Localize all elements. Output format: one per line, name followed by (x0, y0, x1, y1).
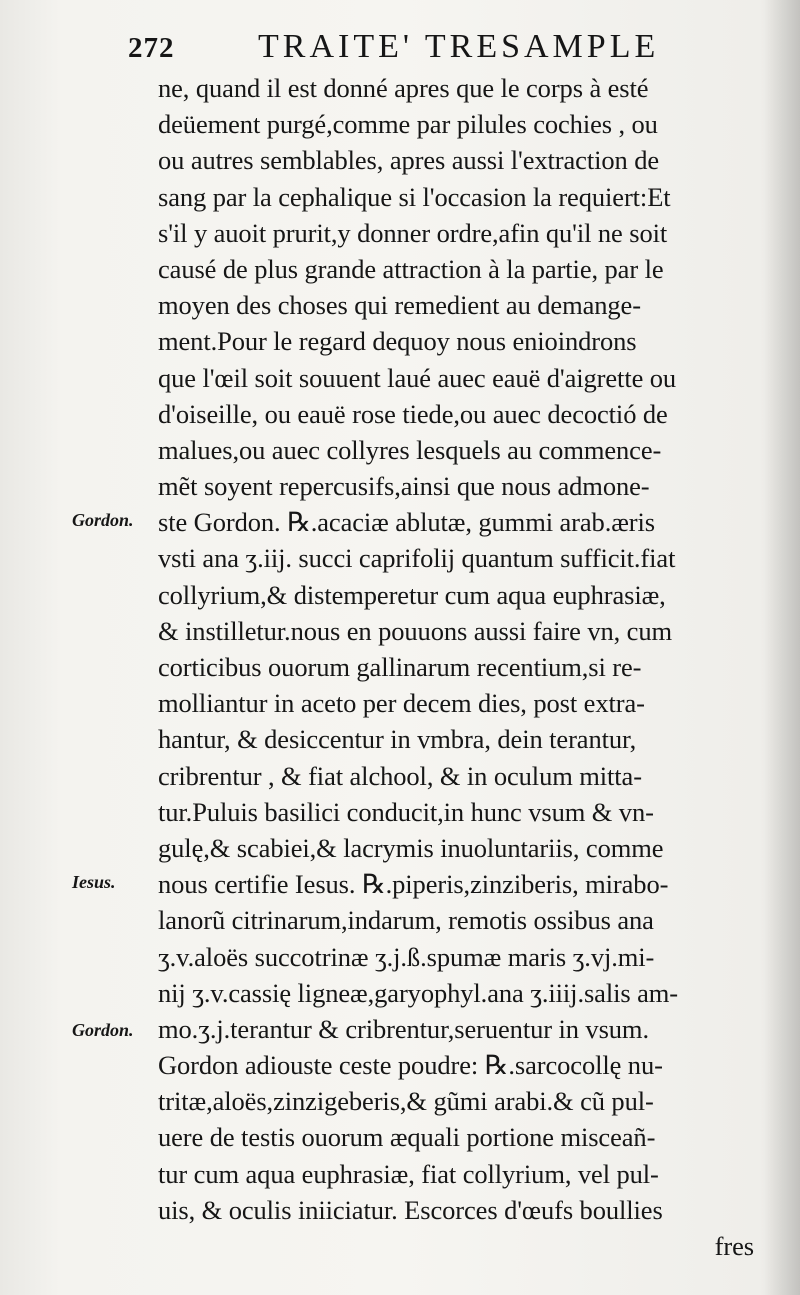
text-line: & instilletur.nous en pouuons aussi faire vn, cum (158, 615, 672, 646)
text-line: lanorũ citrinarum,indarum, remotis ossibus ana (158, 905, 654, 936)
text-line: d'oiseille, ou eauë rose tiede,ou auec decoctió de (158, 398, 668, 429)
body-text (158, 70, 768, 1264)
page-header (120, 22, 760, 72)
page-edge-shadow (764, 0, 800, 1295)
text-line: que l'œil soit souuent laué auec eauë d'aigrette ou (158, 362, 677, 393)
text-line: causé de plus grande attraction à la partie, par le (158, 253, 664, 284)
text-line: nij ʒ.v.cassię ligneæ,garyophyl.ana ʒ.iiij.salis am- (158, 977, 678, 1008)
text-line: vsti ana ʒ.iij. succi caprifolij quantum sufficit.fiat (158, 543, 676, 574)
text-line: mo.ʒ.j.terantur & cribrentur,seruentur in vsum. (158, 1013, 649, 1044)
text-line: uere de testis ouorum æquali portione misceañ- (158, 1122, 656, 1153)
text-line: deüement purgé,comme par pilules cochies , ou (158, 109, 658, 140)
text-line: ʒ.v.aloës succotrinæ ʒ.j.ß.spumæ maris ʒ.vj.mi- (158, 941, 655, 972)
text-line: corticibus ouorum gallinarum recentium,si re- (158, 652, 642, 682)
text-line: mẽt soyent repercusifs,ainsi que nous admone- (158, 471, 650, 502)
text-line: moyen des choses qui remedient au demange- (158, 290, 641, 321)
text-line: ou autres semblables, apres aussi l'extraction de (158, 145, 660, 176)
text-line: ste Gordon. ℞.acaciæ ablutæ, gummi arab.æris (158, 507, 655, 538)
text-line: sang par la cephalique si l'occasion la requiert:Et (158, 181, 671, 212)
text-line: hantur, & desiccentur in vmbra, dein terantur, (158, 724, 637, 755)
running-head: TRAITE' TRESAMPLE (258, 28, 660, 65)
text-line: tritæ,aloës,zinzigeberis,& gũmi arabi.& cũ pul- (158, 1086, 654, 1117)
margin-note-iesus: Iesus. (72, 872, 116, 892)
text-line: ment.Pour le regard dequoy nous enioindrons (158, 326, 637, 357)
text-line: molliantur in aceto per decem dies, post extra- (158, 688, 645, 719)
text-line: Gordon adiouste ceste poudre: ℞.sarcocollę nu- (158, 1050, 663, 1081)
text-line: cribrentur , & fiat alchool, & in oculum mitta- (158, 760, 642, 791)
text-line: collyrium,& distemperetur cum aqua euphrasiæ, (158, 579, 666, 610)
margin-note-gordon-1: Gordon. (72, 510, 134, 530)
text-line: malues,ou auec collyres lesquels au commence- (158, 434, 662, 465)
text-line: ne, quand il est donné apres que le corps à esté (158, 73, 649, 103)
text-line: gulę,& scabiei,& lacrymis inuoluntariis, comme (158, 832, 664, 863)
text-line: tur cum aqua euphrasiæ, fiat collyrium, vel pul- (158, 1158, 659, 1189)
text-line: uis, & oculis iniiciatur. Escorces d'œufs boullies (158, 1194, 663, 1225)
text-line: nous certifie Iesus. ℞.piperis,zinziberis, mirabo- (158, 869, 669, 900)
page-number: 272 (128, 32, 175, 64)
margin-note-gordon-2: Gordon. (72, 1020, 134, 1040)
text-line: tur.Puluis basilici conducit,in hunc vsum & vn- (158, 796, 654, 827)
catchword: fres (714, 1231, 754, 1261)
text-line: s'il y auoit prurit,y donner ordre,afin qu'il ne soit (158, 217, 668, 248)
